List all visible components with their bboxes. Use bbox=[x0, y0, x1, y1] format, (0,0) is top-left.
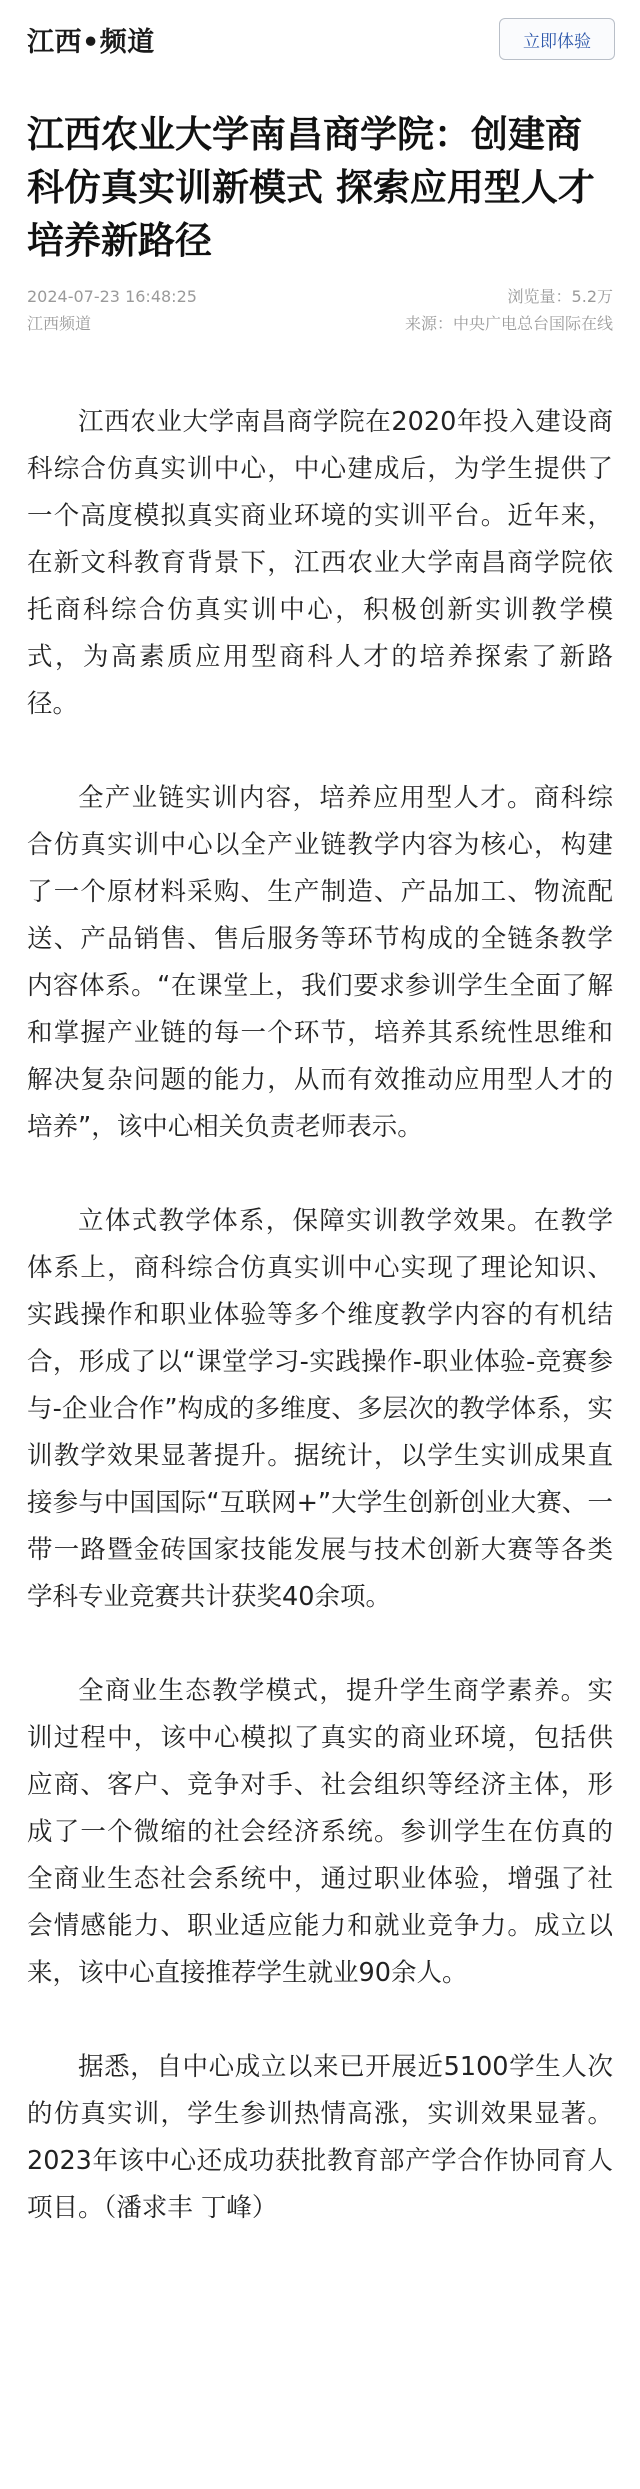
view-count: 浏览量：5.2万 bbox=[507, 287, 613, 306]
meta-row-time bbox=[27, 283, 613, 310]
article-meta bbox=[27, 283, 613, 337]
article-source: 来源：中央广电总台国际在线 bbox=[404, 314, 613, 333]
paragraph: 立体式教学体系，保障实训教学效果。在教学体系上，商科综合仿真实训中心实现了理论知识、实践操作和职业体验等多个维度教学内容的有机结合，形成了以“课堂学习-实践操作-职业体验-竞赛参与-企业合作”构成的多维度、多层次的教学体系，实训教学效果显著提升。据统计，以学生实训成果直接参与中国国际“互联网+”大学生创新创业大赛、一带一路暨金砖国家技能发展与技术创新大赛等各类学科专业竞赛共计获奖40余项。 bbox=[27, 1206, 613, 1612]
article-title: 江西农业大学南昌商学院：创建商科仿真实训新模式 探索应用型人才培养新路径 bbox=[27, 113, 595, 262]
paragraph: 全商业生态教学模式，提升学生商学素养。实训过程中，该中心模拟了真实的商业环境，包括供应商、客户、竞争对手、社会组织等经济主体，形成了一个微缩的社会经济系统。参训学生在仿真的全商业生态社会系统中，通过职业体验，增强了社会情感能力、职业适应能力和就业竞争力。成立以来，该中心直接推荐学生就业90余人。 bbox=[27, 1676, 613, 1988]
paragraph: 江西农业大学南昌商学院在2020年投入建设商科综合仿真实训中心，中心建成后，为学生提供了一个高度模拟真实商业环境的实训平台。近年来，在新文科教育背景下，江西农业大学南昌商学院依托商科综合仿真实训中心，积极创新实训教学模式，为高素质应用型商科人才的培养探索了新路径。 bbox=[27, 407, 613, 719]
paragraph: 全产业链实训内容，培养应用型人才。商科综合仿真实训中心以全产业链教学内容为核心，构建了一个原材料采购、生产制造、产品加工、物流配送、产品销售、售后服务等环节构成的全链条教学内容体系。“在课堂上，我们要求参训学生全面了解和掌握产业链的每一个环节，培养其系统性思维和解决复杂问题的能力，从而有效推动应用型人才的培养”，该中心相关负责老师表示。 bbox=[27, 783, 613, 1142]
publish-datetime: 2024-07-23 16:48:25 bbox=[27, 287, 197, 306]
article-body bbox=[27, 399, 613, 2232]
paragraph: 据悉，自中心成立以来已开展近5100学生人次的仿真实训，学生参训热情高涨，实训效果显著。2023年该中心还成功获批教育部产学合作协同育人项目。（潘求丰 丁峰） bbox=[27, 2052, 613, 2223]
channel-logo[interactable]: 江西•频道 bbox=[27, 26, 155, 58]
meta-row-source bbox=[27, 310, 613, 337]
top-bar bbox=[0, 0, 640, 78]
channel-name[interactable]: 江西频道 bbox=[27, 314, 92, 333]
try-now-button[interactable]: 立即体验 bbox=[499, 18, 615, 60]
